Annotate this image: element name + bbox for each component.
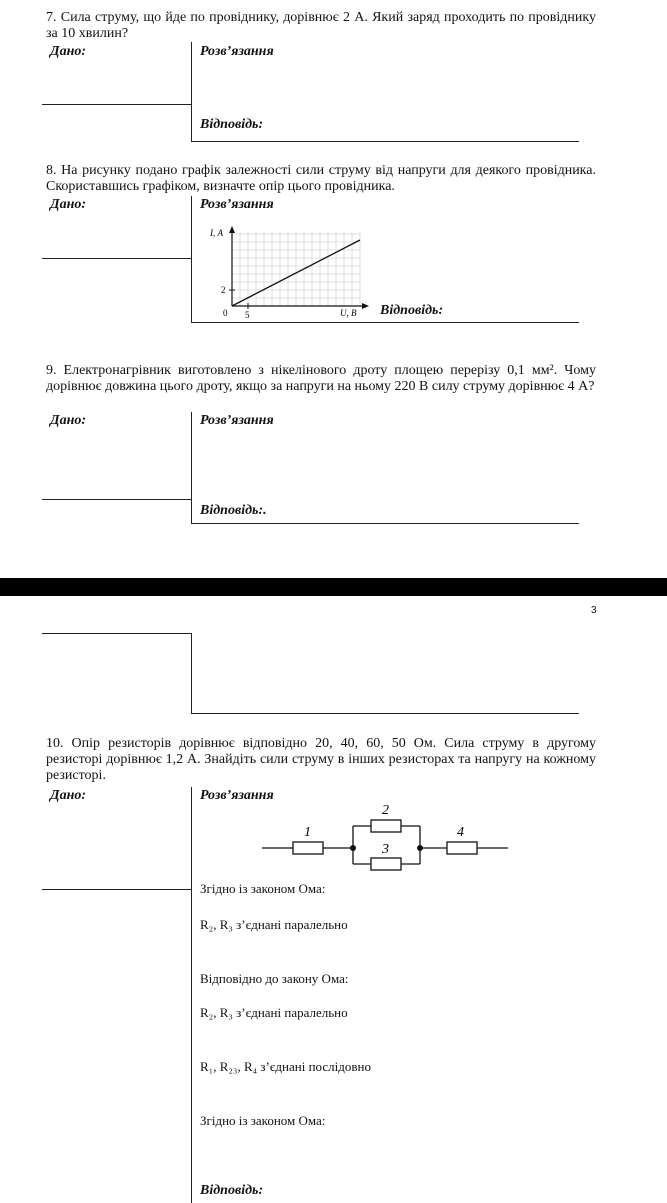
q10-line-5: R₁, R₂₃, R₄ з’єднані послідовно <box>200 1059 371 1074</box>
q7-answer-label: Відповідь: <box>200 117 264 132</box>
graph-x-arrow <box>362 303 369 309</box>
graph-x-tick: 5 <box>245 310 250 320</box>
current-voltage-graph <box>200 224 372 322</box>
resistor-2-label: 2 <box>382 803 389 818</box>
circuit-diagram <box>260 802 512 874</box>
q9-given-underline <box>42 499 191 500</box>
q9-text: 9. Електронагрівник виготовлено з нікелінового дроту площею перерізу 0,1 мм². Чому дорівнює довжина цього дроту, якщо за напруги на ньому 220 В силу струму дорівнює 4 А? <box>46 363 596 394</box>
junction-left <box>350 845 356 851</box>
resistor-1 <box>293 842 323 854</box>
q8-divider-vertical <box>191 196 192 323</box>
q10-line-1: Згідно із законом Ома: <box>200 881 326 896</box>
q8-bottom-line <box>191 322 579 323</box>
graph-origin: 0 <box>223 308 228 318</box>
q10-answer-label: Відповідь: <box>200 1183 264 1198</box>
continued-divider-vertical <box>191 633 192 713</box>
resistor-4 <box>447 842 477 854</box>
q8-given-label: Дано: <box>50 197 86 212</box>
q7-bottom-line <box>191 141 579 142</box>
q10-divider-vertical <box>191 787 192 1203</box>
graph-y-tick: 2 <box>221 285 226 295</box>
page-break-band <box>0 578 667 596</box>
q10-given-label: Дано: <box>50 788 86 803</box>
q9-divider-vertical <box>191 412 192 524</box>
q8-solution-label: Розв’язання <box>200 197 274 212</box>
graph-x-label: U, В <box>340 308 357 318</box>
q10-line-6: Згідно із законом Ома: <box>200 1113 326 1128</box>
resistor-4-label: 4 <box>457 825 464 840</box>
graph-grid <box>232 232 360 306</box>
resistor-3 <box>371 858 401 870</box>
q10-line-2: R₂, R₃ з’єднані паралельно <box>200 917 348 932</box>
q7-divider-vertical <box>191 42 192 142</box>
junction-right <box>417 845 423 851</box>
q9-solution-label: Розв’язання <box>200 413 274 428</box>
resistor-1-label: 1 <box>304 825 311 840</box>
q10-line-3: Відповідно до закону Ома: <box>200 971 349 986</box>
q7-given-label: Дано: <box>50 44 86 59</box>
q9-answer-label: Відповідь:. <box>200 503 267 518</box>
q10-solution-label: Розв’язання <box>200 788 274 803</box>
continued-given-underline <box>42 633 191 634</box>
q8-text: 8. На рисунку подано графік залежності сили струму від напруги для деякого провідника. Скориставшись графіком, визначте опір цього провідника. <box>46 163 596 194</box>
page-number: 3 <box>591 605 597 616</box>
graph-y-arrow <box>229 226 235 233</box>
q10-line-4: R₂, R₃ з’єднані паралельно <box>200 1005 348 1020</box>
q7-text: 7. Сила струму, що йде по провіднику, дорівнює 2 А. Який заряд проходить по провіднику за 10 хвилин? <box>46 10 596 41</box>
q10-given-underline <box>42 889 191 890</box>
q9-given-label: Дано: <box>50 413 86 428</box>
q8-answer-label: Відповідь: <box>380 303 444 318</box>
q9-bottom-line <box>191 523 579 524</box>
continued-bottom-line <box>191 713 579 714</box>
q7-given-underline <box>42 104 191 105</box>
graph-y-label: I, А <box>210 228 223 238</box>
q10-text: 10. Опір резисторів дорівнює відповідно 20, 40, 60, 50 Ом. Сила струму в другому резисторі дорівнює 1,2 А. Знайдіть сили струму в інших резисторах та напругу на кожному резисторі. <box>46 736 596 783</box>
resistor-3-label: 3 <box>382 842 389 857</box>
resistor-2 <box>371 820 401 832</box>
q7-solution-label: Розв’язання <box>200 44 274 59</box>
q8-given-underline <box>42 258 191 259</box>
